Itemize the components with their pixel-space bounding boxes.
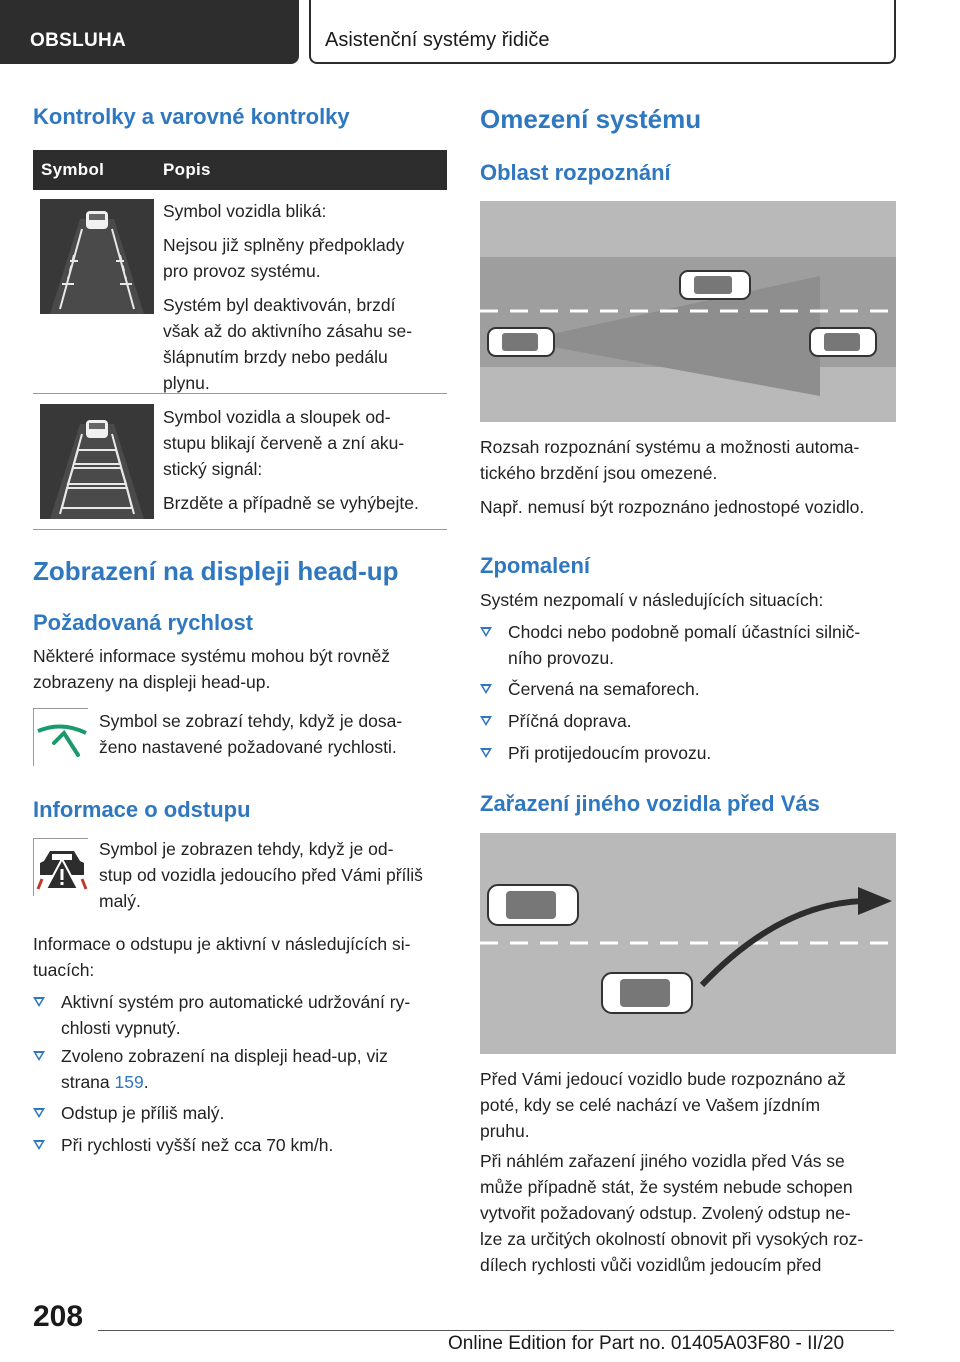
row1-line: Nejsou již splněny předpoklady (163, 235, 405, 255)
text-line: Systém nezpomalí v následujících situacích: (480, 590, 824, 610)
text-line: pruhu. (480, 1121, 530, 1141)
text-line: Symbol je zobrazen tehdy, když je od- (99, 839, 394, 859)
car-icon (602, 973, 692, 1013)
text-line: ního provozu. (508, 648, 615, 668)
speed-symbol-text (99, 708, 402, 760)
car-icon (488, 885, 578, 925)
heading-detection-area: Oblast rozpoznání (480, 160, 671, 185)
text-line: Příčná doprava. (508, 711, 632, 731)
page-link[interactable]: 159 (114, 1072, 144, 1092)
slow-intro (480, 587, 823, 613)
text-line: Při rychlosti vyšší než cca 70 km/h. (61, 1135, 334, 1155)
heading-cut-in: Zařazení jiného vozidla před Vás (480, 791, 820, 816)
row1-line: však až do aktivního zásahu se- (163, 321, 413, 341)
footer-divider (98, 1330, 894, 1331)
vehicle-symbol-icon (40, 199, 154, 314)
text-line: Zvoleno zobrazení na displeji head-up, viz (61, 1046, 388, 1066)
text-line: chlosti vypnutý. (61, 1018, 181, 1038)
distance-warning-symbol-icon (40, 404, 154, 519)
text-line: Při náhlém zařazení jiného vozidla před Vás se (480, 1151, 845, 1171)
text-line: tuacích: (33, 960, 95, 980)
heading-desired-speed: Požadovaná rychlost (33, 610, 254, 635)
row2-line: Brzděte a případně se vyhýbejte. (163, 493, 419, 513)
list-item (480, 619, 896, 671)
text-fragment: . (143, 1072, 149, 1092)
text-line: Při protijedoucím provozu. (508, 743, 712, 763)
cut-in-text-2 (480, 1148, 863, 1278)
speed-intro (33, 643, 390, 695)
bullet-triangle-icon (480, 627, 492, 637)
row2-line: Symbol vozidla a sloupek od- (163, 407, 391, 427)
heading-system-limits: Omezení systému (480, 104, 702, 134)
edition-note: Online Edition for Part no. 01405A03F80 - II/20 (448, 1333, 845, 1354)
heading-deceleration: Zpomalení (480, 553, 591, 578)
bullet-triangle-icon (33, 1051, 45, 1061)
bullet-triangle-icon (33, 997, 45, 1007)
distance-symbol-text (99, 836, 423, 914)
list-item (480, 708, 896, 734)
section-tab (0, 0, 299, 64)
distance-intro (33, 931, 410, 983)
detection-area-illustration (480, 201, 896, 422)
text-line: Před Vámi jedoucí vozidlo bude rozpoznáno až (480, 1069, 846, 1089)
table-header (33, 150, 447, 190)
text-line: Rozsah rozpoznání systému a možnosti automa- (480, 437, 860, 457)
list-item (33, 1043, 447, 1095)
text-line: Symbol se zobrazí tehdy, když je dosa- (99, 711, 403, 731)
list-item (480, 740, 896, 766)
bullet-triangle-icon (33, 1108, 45, 1118)
text-line: dílech rychlosti vůči vozidlům jedoucím před (480, 1255, 822, 1275)
row1-line: pro provoz systému. (163, 261, 321, 281)
text-fragment: strana (61, 1072, 115, 1092)
row1-line: plynu. (163, 373, 210, 393)
row2-line: stický signál: (163, 459, 263, 479)
text-line: zobrazeny na displeji head-up. (33, 672, 271, 692)
car-icon (810, 328, 876, 356)
car-icon (488, 328, 554, 356)
distance-symbol-icon (33, 838, 88, 896)
chapter-title: Asistenční systémy řidiče (325, 29, 550, 51)
chapter-tab (309, 0, 896, 64)
row2-line: stupu blikají červeně a zní aku- (163, 433, 405, 453)
car-icon (680, 271, 750, 299)
bullet-triangle-icon (480, 684, 492, 694)
text-line: Odstup je příliš malý. (61, 1103, 225, 1123)
heading-distance-info: Informace o odstupu (33, 797, 251, 822)
detection-text (480, 434, 864, 520)
table-col-symbol: Symbol (41, 160, 105, 179)
text-line: malý. (99, 891, 141, 911)
section-title: OBSLUHA (30, 30, 127, 51)
table-divider (33, 529, 447, 530)
text-line: Chodci nebo podobně pomalí účastníci silnič- (508, 622, 861, 642)
text-line: Některé informace systému mohou být rovněž (33, 646, 390, 666)
row1-line: šlápnutím brzdy nebo pedálu (163, 347, 388, 367)
speed-symbol-icon (33, 708, 88, 766)
heading-hud: Zobrazení na displeji head-up (33, 556, 399, 586)
text-line: Informace o odstupu je aktivní v následujících si- (33, 934, 411, 954)
bullet-triangle-icon (480, 748, 492, 758)
text-line: tického brzdění jsou omezené. (480, 463, 718, 483)
bullet-triangle-icon (33, 1140, 45, 1150)
row1-line: Systém byl deaktivován, brzdí (163, 295, 396, 315)
text-line: poté, kdy se celé nachází ve Vašem jízdním (480, 1095, 821, 1115)
list-item (480, 676, 896, 702)
table-divider (33, 393, 447, 394)
text-line: lze za určitých okolností obnovit při vysokých roz- (480, 1229, 864, 1249)
row2-description (163, 404, 419, 516)
bullet-triangle-icon (480, 716, 492, 726)
text-line: Červená na semaforech. (508, 679, 700, 699)
text-line: Aktivní systém pro automatické udržování ry- (61, 992, 411, 1012)
page-number: 208 (33, 1300, 84, 1333)
text-line: ženo nastavené požadované rychlosti. (99, 737, 397, 757)
text-line: vytvořit požadovaný odstup. Zvolený odstup ne- (480, 1203, 851, 1223)
list-item (33, 1132, 447, 1158)
list-item (33, 989, 447, 1041)
heading-indicators: Kontrolky a varovné kontrolky (33, 104, 350, 129)
text-line: může případně stát, že systém nebude schopen (480, 1177, 853, 1197)
row1-line: Symbol vozidla bliká: (163, 201, 327, 221)
table-col-description: Popis (163, 160, 211, 179)
cut-in-illustration (480, 833, 896, 1054)
cut-in-text-1 (480, 1066, 846, 1144)
text-line: stup od vozidla jedoucího před Vámi příliš (99, 865, 423, 885)
list-item (33, 1100, 447, 1126)
row1-description (163, 198, 412, 396)
text-line: Např. nemusí být rozpoznáno jednostopé vozidlo. (480, 497, 865, 517)
